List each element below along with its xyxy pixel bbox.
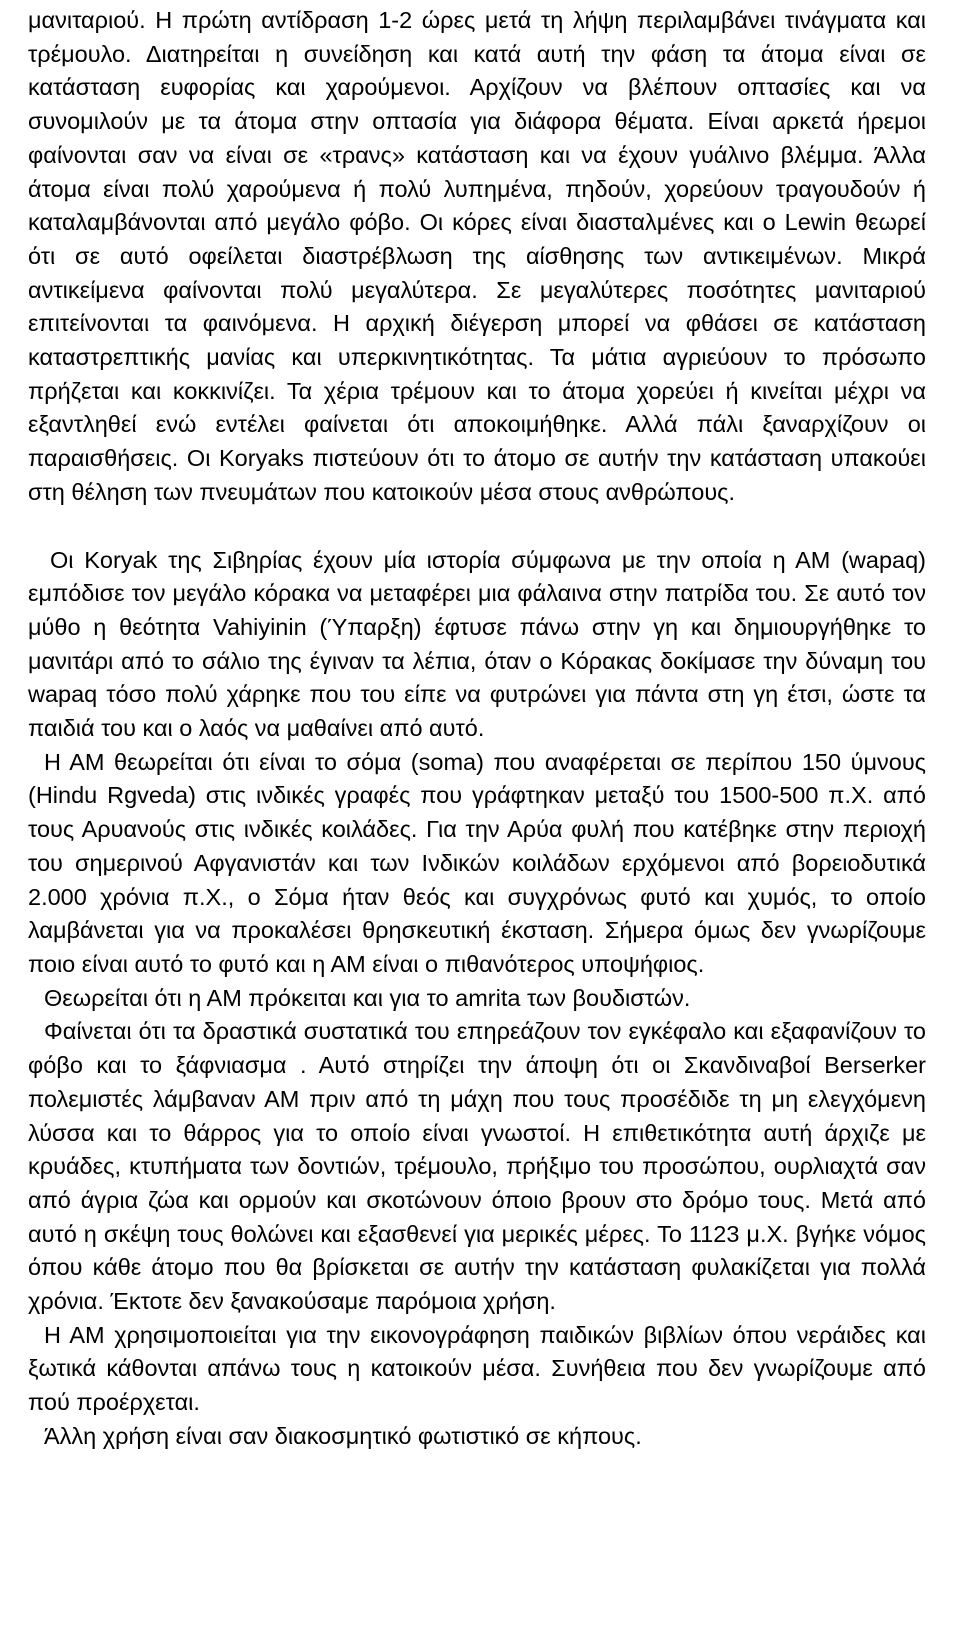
paragraph-4: Θεωρείται ότι η ΑΜ πρόκειται και για το amrita των βουδιστών. — [44, 984, 691, 1011]
paragraph-2: Οι Koryak της Σιβηρίας έχουν μία ιστορία σύμφωνα με την οποία η ΑΜ (wapaq) εμπόδισε τον μεγάλο κόρακα να μεταφέρει μια φάλαινα στην πατρίδα του. Σε αυτό τον μύθο η θεότητα Vahiyinin (Ύπαρξη) έφτυσε πάνω στην γη και δημιουργήθηκε το μανιτάρι από το σάλιο της έγιναν τα λέπια, όταν ο Κόρακας δοκίμασε την δύναμη του wapaq τόσο πολύ χάρηκε που του είπε να φυτρώνει για πάντα στη γη έτσι, ώστε τα παιδιά του και ο λαός να μαθαίνει από αυτό. — [28, 546, 926, 742]
paragraph-7: Άλλη χρήση είναι σαν διακοσμητικό φωτιστικό σε κήπους. — [44, 1422, 642, 1449]
paragraph-5: Φαίνεται ότι τα δραστικά συστατικά του επηρεάζουν τον εγκέφαλο και εξαφανίζουν το φόβο και το ξάφνιασμα . Αυτό στηρίζει την άποψη ότι οι Σκανδιναβοί Berserker πολεμιστές λάμβαναν ΑΜ πριν από τη μάχη που τους προσέδιδε τη μη ελεγχόμενη λύσσα και το θάρρος για το οποίο είναι γνωστοί. Η επιθετικότητα αυτή άρχιζε με κρυάδες, κτυπήματα των δοντιών, τρέμουλο, πρήξιμο του προσώπου, ουρλιαχτά σαν από άγρια ζώα και ορμούν και σκοτώνουν όποιο βρουν στο δρόμο τους. Μετά από αυτό η σκέψη τους θολώνει και εξασθενεί για μερικές μέρες. Το 1123 μ.Χ. βγήκε νόμος όπου κάθε άτομο που θα βρίσκεται σε αυτήν την κατάσταση φυλακίζεται για πολλά χρόνια. Έκτοτε δεν ξανακούσαμε παρόμοια χρήση. — [28, 1018, 926, 1315]
paragraph-6: Η ΑΜ χρησιμοποιείται για την εικονογράφηση παιδικών βιβλίων όπου νεράιδες και ξωτικά κάθονται απάνω τους η κατοικούν μέσα. Συνήθεια που δεν γνωρίζουμε από πού προέρχεται. — [28, 1321, 926, 1416]
paragraph-3: Η ΑΜ θεωρείται ότι είναι το σόμα (soma) που αναφέρεται σε περίπου 150 ύμνους (Hindu Rgveda) στις ινδικές γραφές που γράφτηκαν μεταξύ του 1500-500 π.Χ. από τους Αρυανούς στις ινδικές κοιλάδες. Για την Αρύα φυλή που κατέβηκε στην περιοχή του σημερινού Αφγανιστάν και των Ινδικών κοιλάδων ερχόμενοι από βορειοδυτικά 2.000 χρόνια π.Χ., ο Σόμα ήταν θεός και συγχρόνως φυτό και χυμός, το οποίο λαμβάνεται για να προκαλέσει θρησκευτική έκσταση. Σήμερα όμως δεν γνωρίζουμε ποιο είναι αυτό το φυτό και η ΑΜ είναι ο πιθανότερος υποψήφιος. — [28, 748, 926, 977]
paragraph-gap — [28, 510, 926, 544]
paragraph-1: μανιταριού. Η πρώτη αντίδραση 1-2 ώρες μετά τη λήψη περιλαμβάνει τινάγματα και τρέμουλο. Διατηρείται η συνείδηση και κατά αυτή την φάση τα άτομα είναι σε κατάσταση ευφορίας και χαρούμενοι. Αρχίζουν να βλέπουν οπτασίες και να συνομιλούν με τα άτομα στην οπτασία για διάφορα θέματα. Είναι αρκετά ήρεμοι φαίνονται σαν να είναι σε «τρανς» κατάσταση και να έχουν γυάλινο βλέμμα. Άλλα άτομα είναι πολύ χαρούμενα ή πολύ λυπημένα, πηδούν, χορεύουν τραγουδούν ή καταλαμβάνονται από μεγάλο φόβο. Οι κόρες είναι διασταλμένες και ο Lewin θεωρεί ότι σε αυτό οφείλεται διαστρέβλωση της αίσθησης των αντικειμένων. Μικρά αντικείμενα φαίνονται πολύ μεγαλύτερα. Σε μεγαλύτερες ποσότητες μανιταριού επιτείνονται τα φαινόμενα. Η αρχική διέγερση μπορεί να φθάσει σε κατάσταση καταστρεπτικής μανίας και υπερκινητικότητας. Τα μάτια αγριεύουν το πρόσωπο πρήζεται και κοκκινίζει. Τα χέρια τρέμουν και το άτομα χορεύει ή κινείται μέχρι να εξαντληθεί ενώ εντέλει φαίνεται ότι αποκοιμήθηκε. Αλλά πάλι ξαναρχίζουν οι παραισθήσεις. Οι Koryaks πιστεύουν ότι το άτομο σε αυτήν την κατάσταση υπακούει στη θέληση των πνευμάτων που κατοικούν μέσα στους ανθρώπους. — [28, 7, 926, 505]
